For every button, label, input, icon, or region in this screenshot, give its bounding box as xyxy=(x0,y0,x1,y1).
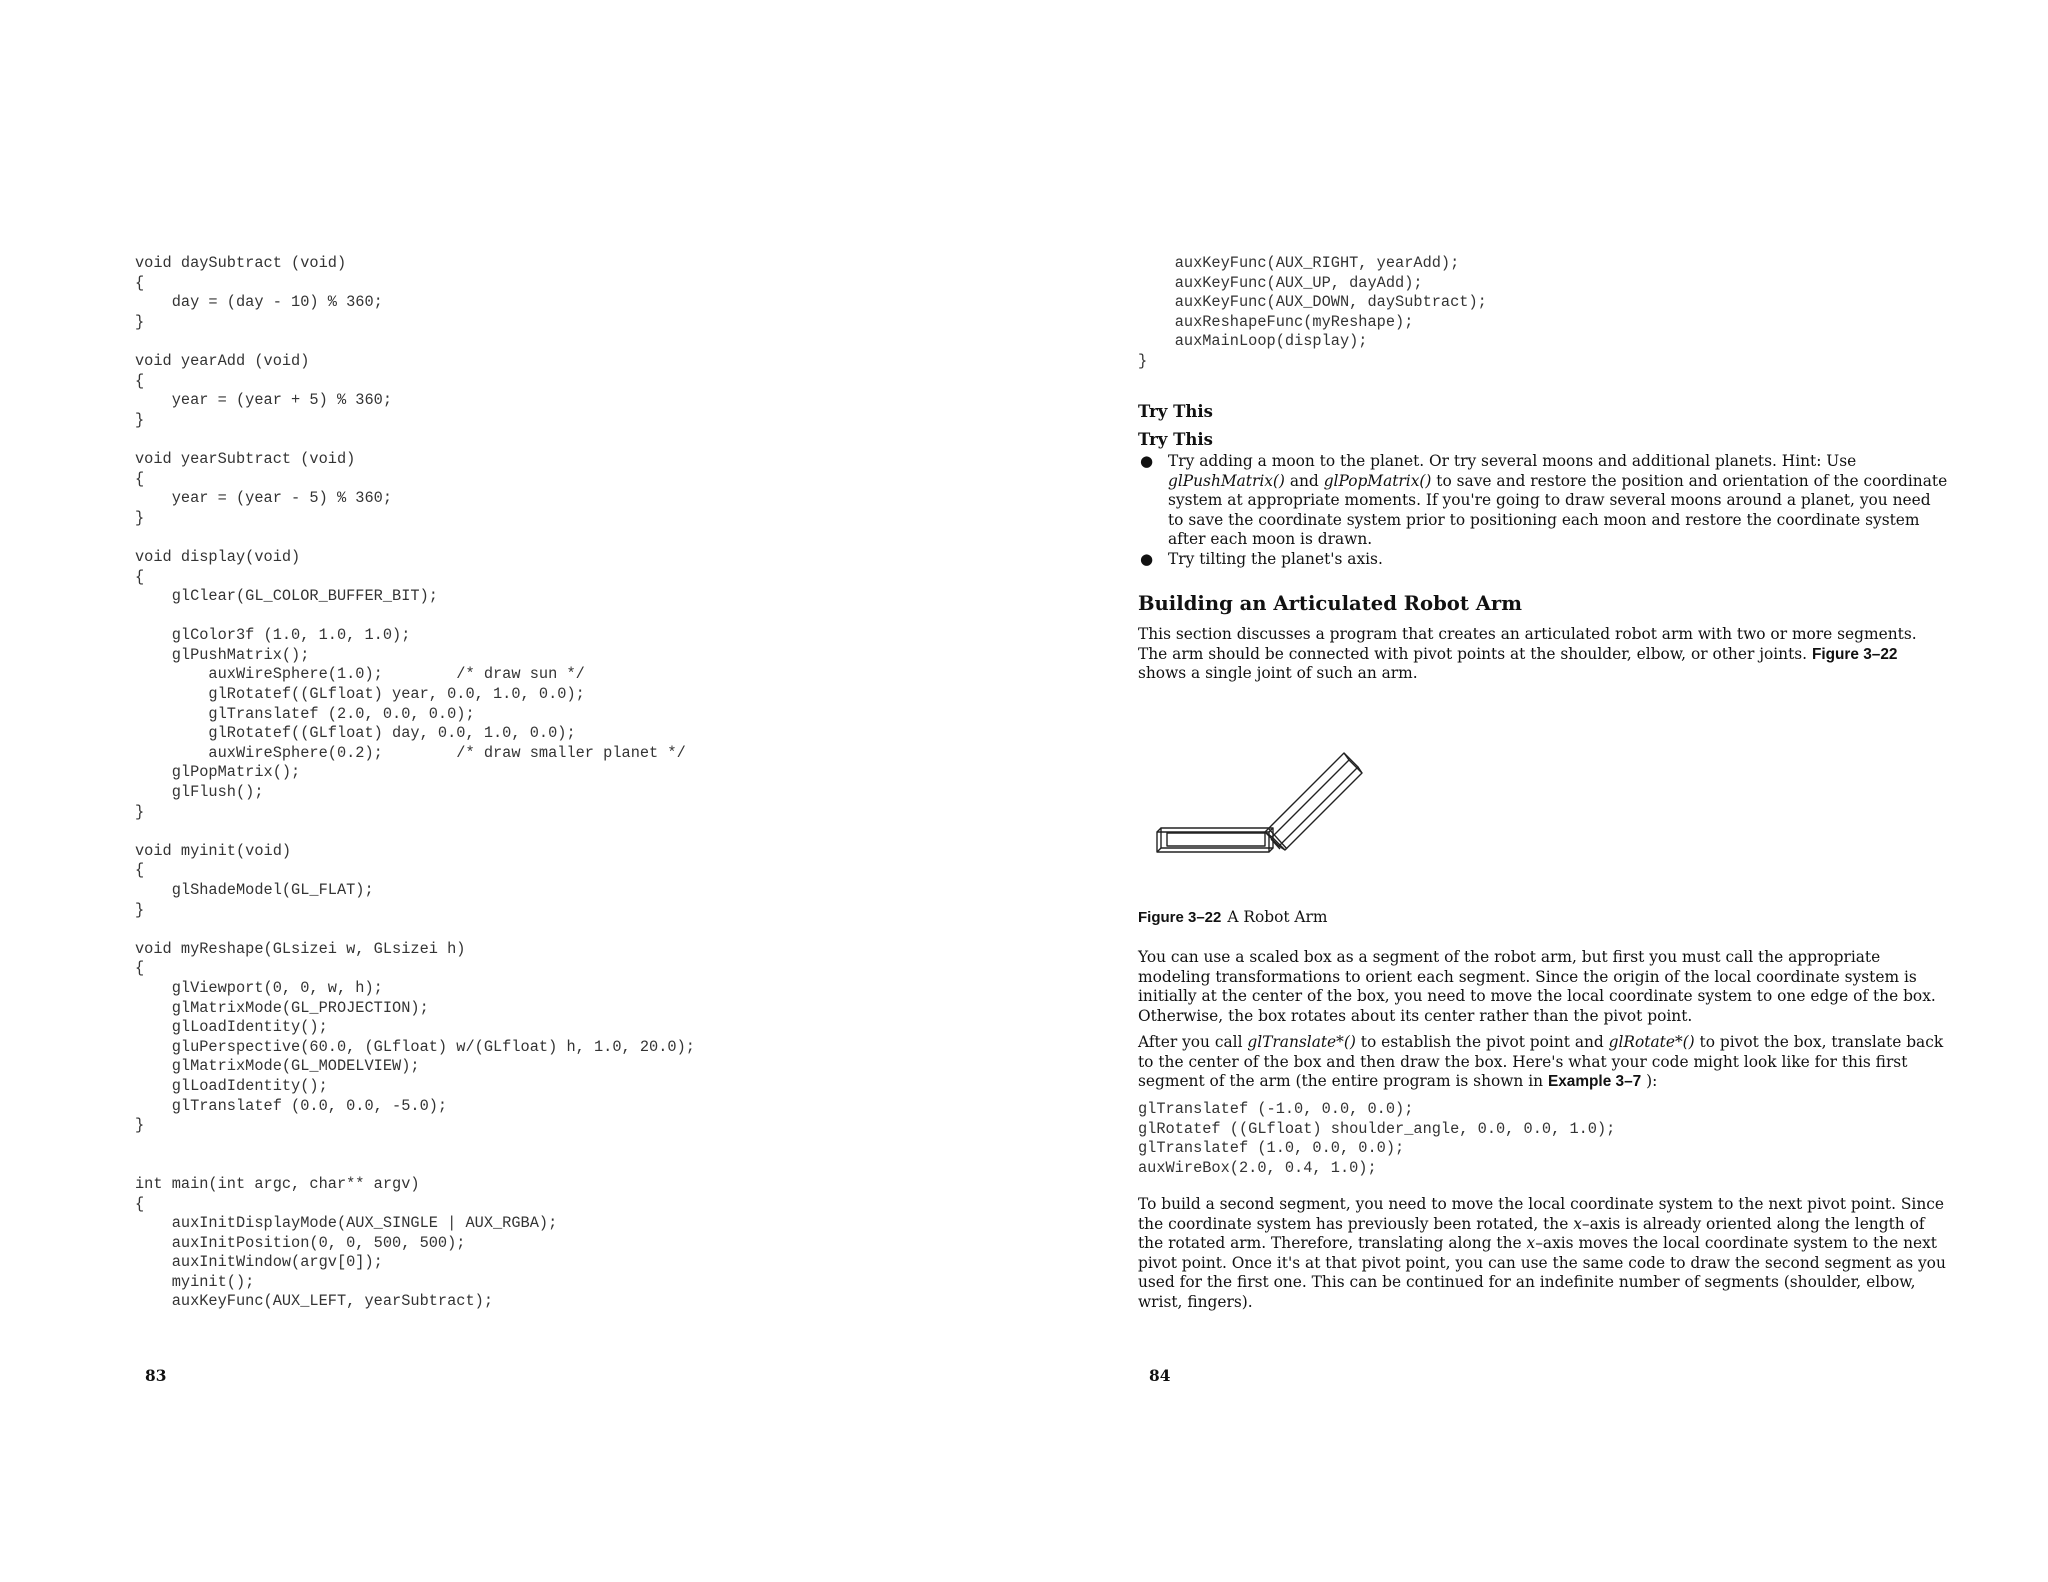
paragraph-scaled-box: You can use a scaled box as a segment of the robot arm, but first you must call the appropriate modeling transformations to orient each segment. Since the origin of the local coordinate system is initially at the center of the box, you need to move the local coordinate system to one edge of the box. Otherwise, the box rotates about its center rather than the pivot point. xyxy=(1138,948,1936,1025)
figure-reference[interactable]: Figure 3–22 xyxy=(1811,645,1898,663)
function-name: glPopMatrix() xyxy=(1323,471,1432,490)
arm-segment-2 xyxy=(1265,753,1362,850)
paragraph-second-segment: To build a second segment, you need to move the local coordinate system to the next pivot point. Since the coordinate system has previously been rotated, the x–axis is already oriented along the length of the rotated arm. Therefore, translating along the x–axis moves the local coordinate system to the next pivot point. Once it's at that pivot point, you can use the same code to draw the second segment as you used for the first one. This can be continued for an indefinite number of segments (shoulder, elbow, wrist, fingers). xyxy=(1138,1195,1946,1311)
figure-title: A Robot Arm xyxy=(1227,908,1328,926)
function-name: glPushMatrix() xyxy=(1168,471,1285,490)
figure-caption xyxy=(1138,908,1328,926)
function-name: glRotate*() xyxy=(1608,1033,1695,1051)
code-robot-arm-segment: glTranslatef (-1.0, 0.0, 0.0); glRotatef ((GLfloat) shoulder_angle, 0.0, 0.0, 1.0); glTranslatef (1.0, 0.0, 0.0); auxWireBox(2.0, 0.4, 1.0); xyxy=(1138,1100,1616,1177)
page-number-right: 84 xyxy=(1149,1367,1171,1385)
robot-arm-illustration xyxy=(1153,745,1373,865)
bullet-icon: ● xyxy=(1140,452,1154,470)
section-heading: Building an Articulated Robot Arm xyxy=(1138,592,1522,615)
function-name: glTranslate*() xyxy=(1247,1033,1356,1051)
arm-segment-1 xyxy=(1157,828,1273,852)
list-item: ● Try tilting the planet's axis. xyxy=(1140,549,1383,568)
try-this-heading: Try This xyxy=(1138,402,1213,421)
list-item: ● Try adding a moon to the planet. Or try several moons and additional planets. Hint: Use glPushMatrix() and glPopMatrix() to save and restore the position and orientation of the coordinate system at appropriate moments. If you're going to draw several moons around a planet, you need to save the coordinate system prior to positioning each moon and restore the coordinate system after each moon is drawn. xyxy=(1140,452,1948,549)
bullet-icon: ● xyxy=(1140,549,1154,568)
example-reference[interactable]: Example 3–7 xyxy=(1547,1073,1642,1091)
figure-label: Figure 3–22 xyxy=(1138,909,1222,926)
try-this-subheading: Try This xyxy=(1138,430,1213,449)
intro-paragraph: This section discusses a program that creates an articulated robot arm with two or more segments. The arm should be connected with pivot points at the shoulder, elbow, or other joints. Figure 3–22 shows a single joint of such an arm. xyxy=(1138,625,1917,683)
code-listing-continued: void daySubtract (void) { day = (day - 10) % 360; } void yearAdd (void) { year = (year + 5) % 360; } void yearSubtract (void) { year = (year - 5) % 360; } void display(void) { glClear(GL_COLOR_BUFFER_BIT); glColor3f (1.0, 1.0, 1.0); glPushMatrix(); auxWireSphere(1.0); /* draw sun */ glRotatef((GLfloat) year, 0.0, 1.0, 0.0); glTranslatef (2.0, 0.0, 0.0); glRotatef((GLfloat) day, 0.0, 1.0, 0.0); auxWireSphere(0.2); /* draw smaller planet */ glPopMatrix(); glFlush(); } void myinit(void) { glShadeModel(GL_FLAT); } void myReshape(GLsizei w, GLsizei h) { glViewport(0, 0, w, h); glMatrixMode(GL_PROJECTION); glLoadIdentity(); gluPerspective(60.0, (GLfloat) w/(GLfloat) h, 1.0, 20.0); glMatrixMode(GL_MODELVIEW); glLoadIdentity(); glTranslatef (0.0, 0.0, -5.0); } int main(int argc, char** argv) { auxInitDisplayMode(AUX_SINGLE | AUX_RGBA); auxInitPosition(0, 0, 500, 500); auxInitWindow(argv[0]); myinit(); auxKeyFunc(AUX_LEFT, yearSubtract); xyxy=(135,254,695,1311)
code-listing-end: auxKeyFunc(AUX_RIGHT, yearAdd); auxKeyFunc(AUX_UP, dayAdd); auxKeyFunc(AUX_DOWN, daySubtract); auxReshapeFunc(myReshape); auxMainLoop(display); } xyxy=(1138,254,1487,370)
page-number-left: 83 xyxy=(145,1367,167,1385)
try-this-list xyxy=(1138,452,1948,570)
paragraph-pivot: After you call glTranslate*() to establish the pivot point and glRotate*() to pivot the box, translate back to the center of the box and then draw the box. Here's what your code might look like for this first segment of the arm (the entire program is shown in Example 3–7 ): xyxy=(1138,1033,1944,1091)
